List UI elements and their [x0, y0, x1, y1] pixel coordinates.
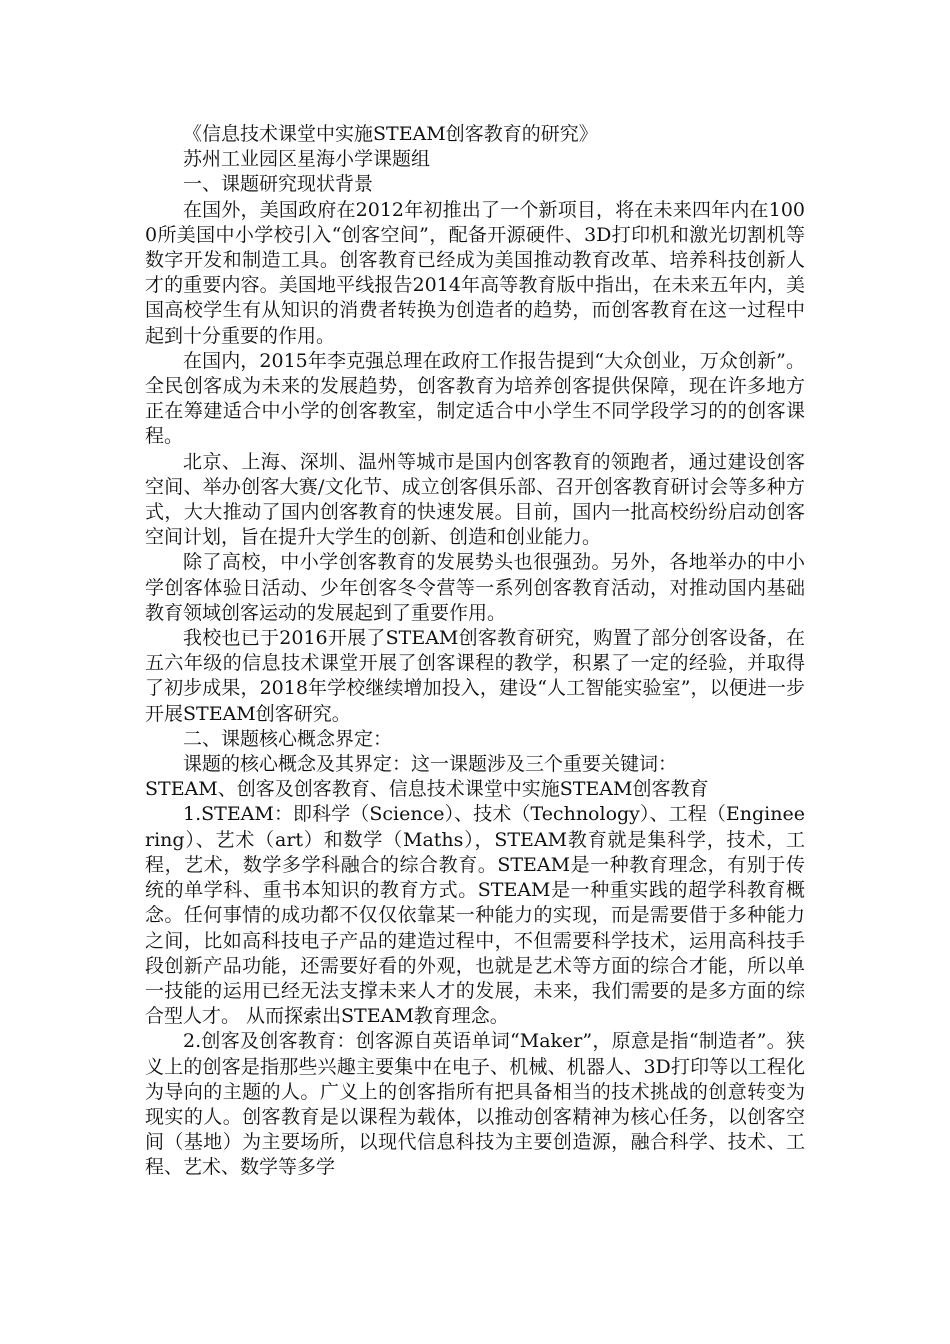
- section-heading-background: 一、课题研究现状背景: [183, 173, 374, 196]
- paragraph-steam-definition: 1.STEAM：即科学（Science）、技术（Technology）、工程（Engineering）、艺术（art）和数学（Maths），STEAM教育就是集科学，技术，工程，艺术，数学多学科融合的综合教育。STEAM是一种教育理念，有别于传统的单学科、重书本知识的教育方式。STEAM是一种重实践的超学科教育概念。任何事情的成功都不仅仅依靠某一种能力的实现，而是需要借于多种能力之间，比如高科技电子产品的建造过程中，不但需要科学技术，运用高科技手段创新产品功能，还需要好看的外观，也就是艺术等方面的综合才能，所以单一技能的运用已经无法支撑未来人才的发展，未来，我们需要的是多方面的综合型人才。 从而探索出STEAM教育理念。: [145, 803, 805, 1028]
- section-heading-concepts: 二、课题核心概念界定：: [183, 727, 393, 750]
- paragraph-cities: 北京、上海、深圳、温州等城市是国内创客教育的领跑者，通过建设创客空间、举办创客大赛/文化节、成立创客俱乐部、召开创客教育研讨会等多种方式，大大推动了国内创客教育的快速发展。目前，国内一批高校纷纷启动创客空间计划，旨在提升大学生的创新、创造和创业能力。: [145, 450, 805, 549]
- paragraph-keywords-list: STEAM、创客及创客教育、信息技术课堂中实施STEAM创客教育: [145, 778, 709, 801]
- paragraph-maker-definition: 2.创客及创客教育：创客源自英语单词“Maker”，原意是指“制造者”。狭义上的创客是指那些兴趣主要集中在电子、机械、机器人、3D打印等以工程化为导向的主题的人。广义上的创客指所有把具备相当的技术挑战的创意转变为现实的人。创客教育是以课程为载体，以推动创客精神为核心任务，以创客空间（基地）为主要场所，以现代信息科技为主要创造源，融合科学、技术、工程、艺术、数学等多学: [145, 1030, 805, 1179]
- document-author: 苏州工业园区星海小学课题组: [183, 148, 431, 171]
- paragraph-our-school: 我校也已于2016开展了STEAM创客教育研究，购置了部分创客设备，在五六年级的信息技术课堂开展了创客课程的教学，积累了一定的经验，并取得了初步成果，2018年学校继续增加投入，建设“人工智能实验室”，以便进一步开展STEAM创客研究。: [145, 627, 805, 725]
- document-title: 《信息技术课堂中实施STEAM创客教育的研究》: [183, 123, 598, 145]
- paragraph-abroad: 在国外，美国政府在2012年初推出了一个新项目，将在未来四年内在1000所美国中小学校引入“创客空间”，配备开源硬件、3D打印机和激光切割机等数字开发和制造工具。创客教育已经成为美国推动教育改革、培养科技创新人才的重要内容。美国地平线报告2014年高等教育版中指出，在未来五年内，美国高校学生有从知识的消费者转换为创造者的趋势，而创客教育在这一过程中起到十分重要的作用。: [145, 198, 805, 347]
- paragraph-domestic: 在国内，2015年李克强总理在政府工作报告提到“大众创业，万众创新”。全民创客成为未来的发展趋势，创客教育为培养创客提供保障，现在许多地方正在筹建适合中小学的创客教室，制定适合中小学生不同学段学习的的创客课程。: [145, 349, 805, 448]
- paragraph-keywords-intro: 课题的核心概念及其界定：这一课题涉及三个重要关键词：: [183, 753, 678, 776]
- paragraph-schools: 除了高校，中小学创客教育的发展势头也很强劲。另外，各地举办的中小学创客体验日活动、少年创客冬令营等一系列创客教育活动，对推动国内基础教育领域创客运动的发展起到了重要作用。: [145, 551, 805, 624]
- document-page: [145, 122, 805, 1181]
